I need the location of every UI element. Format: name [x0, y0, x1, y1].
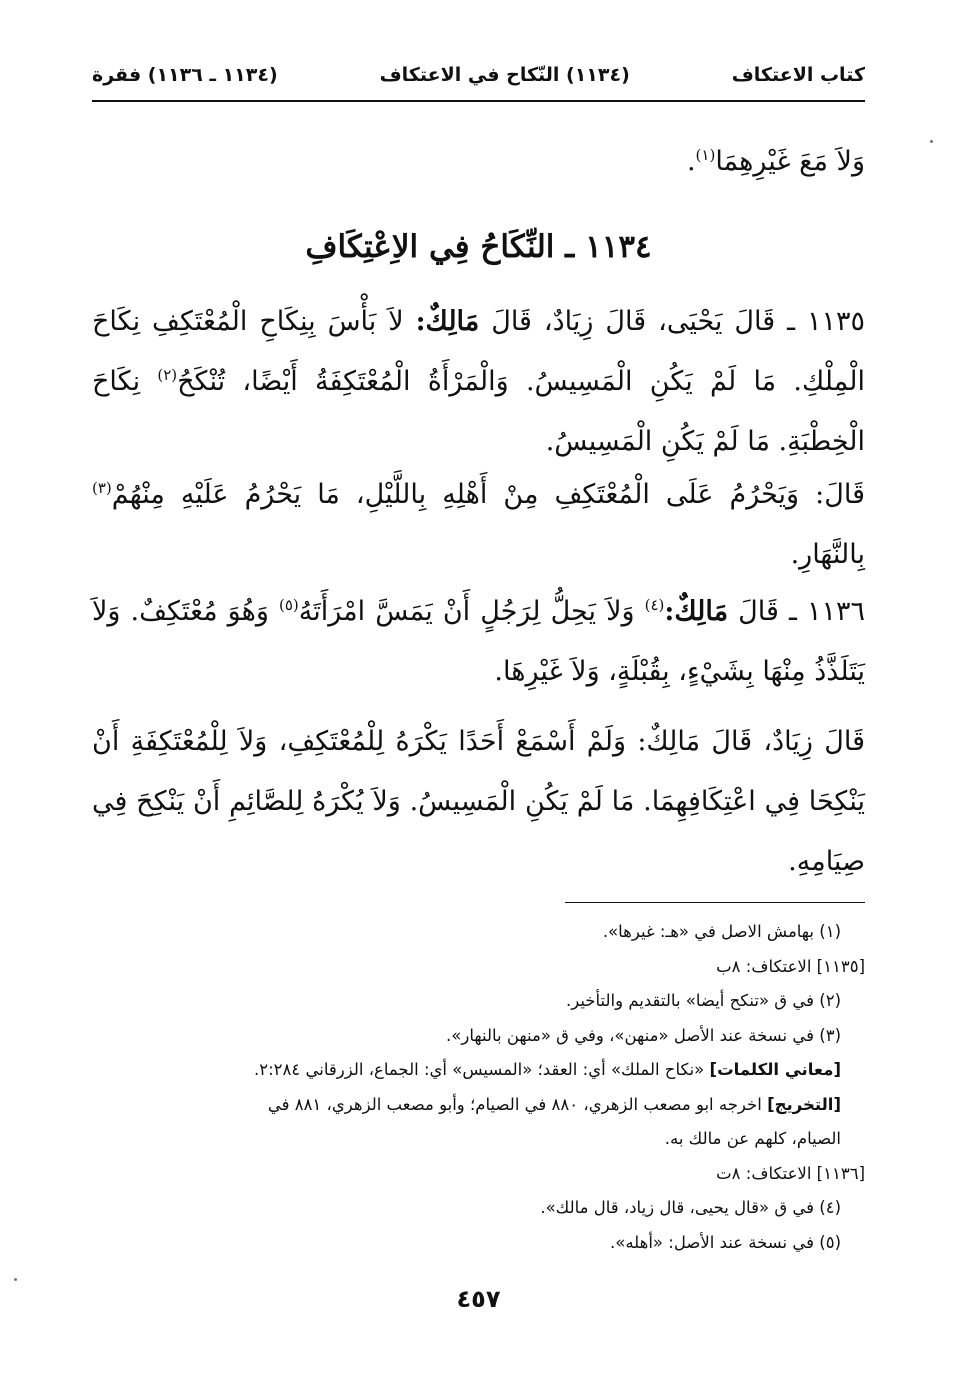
- takhrij-label: [التخريج]: [767, 1094, 841, 1114]
- footnote-5: (٥) في نسخة عند الأصل: «أهله».: [610, 1232, 841, 1252]
- para-lead: ١١٣٥ ـ قَالَ يَحْيَى، قَالَ زِيَادٌ، قَالَ: [479, 306, 865, 337]
- paragraph-1136: [92, 582, 865, 702]
- header-paragraph-range: (١١٣٤ ـ ١١٣٦) فقرة: [92, 64, 278, 86]
- footnote-1: (١) بهامش الاصل في «هـ: غيرها».: [602, 922, 841, 941]
- continuation-end: .: [686, 146, 696, 177]
- reference-1136: [١١٣٦] الاعتكاف: ٨ت: [716, 1163, 865, 1183]
- takhrij-text: اخرجه ابو مصعب الزهري، ٨٨٠ في الصيام؛ وأبو مصعب الزهري، ٨٨١ في: [267, 1094, 768, 1114]
- para-text: لاَ بَأْسَ بِنِكَاحِ الْمُعْتَكِفِ نِكَاحَ الْمِلْكِ. مَا لَمْ يَكُنِ الْمَسِيسُ. وَالْمَرْأَةُ الْمُعْتَكِفَةُ أَيْضًا، تُنْكَحُ: [92, 306, 865, 397]
- header-book-title: كتاب الاعتكاف: [731, 64, 865, 86]
- continuation-line: [92, 132, 865, 192]
- paragraph-1135-cont: [92, 465, 865, 585]
- scan-speck: [930, 140, 933, 143]
- para-text: قَالَ: وَيَحْرُمُ عَلَى الْمُعْتَكِفِ مِنْ أَهْلِهِ بِاللَّيْلِ، مَا يَحْرُمُ عَلَيْهِ مِنْهُمْ: [111, 479, 865, 510]
- word-meanings: [92, 1053, 865, 1088]
- para-text: وَهُوَ مُعْتَكِفٌ. وَلاَ يَتَلَذَّذُ مِنْهَا بِشَيْءٍ، بِقُبْلَةٍ، وَلاَ غَيْرِهَا.: [92, 596, 865, 687]
- footnote-2: (٢) في ق «تنكح أيضا» بالتقديم والتأخير.: [565, 991, 841, 1010]
- speaker-name: مَالِكٌ:: [664, 596, 729, 627]
- paragraph-1136-cont: [92, 712, 865, 892]
- continuation-text: وَلاَ مَعَ غَيْرِهِمَا: [715, 146, 865, 177]
- para-text: قَالَ زِيَادٌ، قَالَ مَالِكٌ: وَلَمْ أَسْمَعْ أَحَدًا يَكْرَهُ لِلْمُعْتَكِفِ، وَلاَ لِلْمُعْتَكِفَةِ أَنْ يَنْكِحَا فِي اعْتِكَافِهِمَا. مَا لَمْ يَكُنِ الْمَسِيسُ. وَلاَ يُكْرَهُ لِلصَّائِمِ أَنْ يَنْكِحَ فِي صِيَامِهِ.: [92, 726, 865, 877]
- scan-speck: [14, 1278, 17, 1281]
- word-meanings-text: «نكاح الملك» أي: العقد؛ «المسيس» أي: الجماع، الزرقاني ٢:٢٨٤.: [254, 1060, 710, 1079]
- footnote-ref[interactable]: (٢): [157, 366, 178, 384]
- section-heading: ١١٣٤ ـ النِّكَاحُ فِي الاِعْتِكَافِ: [305, 229, 652, 265]
- footnote-4: (٤) في ق «قال يحيى، قال زياد، قال مالك».: [540, 1198, 841, 1217]
- page-number: ٤٥٧: [456, 1285, 501, 1313]
- header-chapter-title: (١١٣٤) النّكاح في الاعتكاف: [379, 64, 630, 86]
- footnote-ref[interactable]: (١): [695, 146, 716, 164]
- para-text: وَلاَ يَحِلُّ لِرَجُلٍ أَنْ يَمَسَّ امْرَأَتَهُ: [298, 596, 645, 627]
- footnote-rule: [565, 902, 865, 903]
- footnote-ref[interactable]: (٣): [92, 479, 112, 497]
- para-text: نِكَاحَ الْخِطْبَةِ. مَا لَمْ يَكُنِ الْمَسِيسُ.: [92, 366, 865, 457]
- word-meanings-label: [معاني الكلمات]: [709, 1060, 841, 1079]
- para-text: بِالنَّهَارِ.: [790, 539, 865, 570]
- takhrij-continued: الصيام، كلهم عن مالك به.: [664, 1129, 841, 1148]
- footnote-ref[interactable]: (٤): [644, 596, 665, 614]
- speaker-name: مَالِكٌ:: [415, 306, 480, 337]
- header-rule: [92, 100, 865, 102]
- footnote-3: (٣) في نسخة عند الأصل «منهن»، وفي ق «منهن بالنهار».: [446, 1025, 841, 1045]
- footnotes: [92, 915, 865, 1260]
- running-header: [92, 58, 865, 92]
- takhrij: [92, 1088, 865, 1123]
- para-lead: ١١٣٦ ـ قَالَ: [728, 596, 865, 627]
- footnote-ref[interactable]: (٥): [279, 596, 299, 614]
- paragraph-1135: [92, 292, 865, 472]
- reference-1135: [١١٣٥] الاعتكاف: ٨ب: [716, 956, 865, 976]
